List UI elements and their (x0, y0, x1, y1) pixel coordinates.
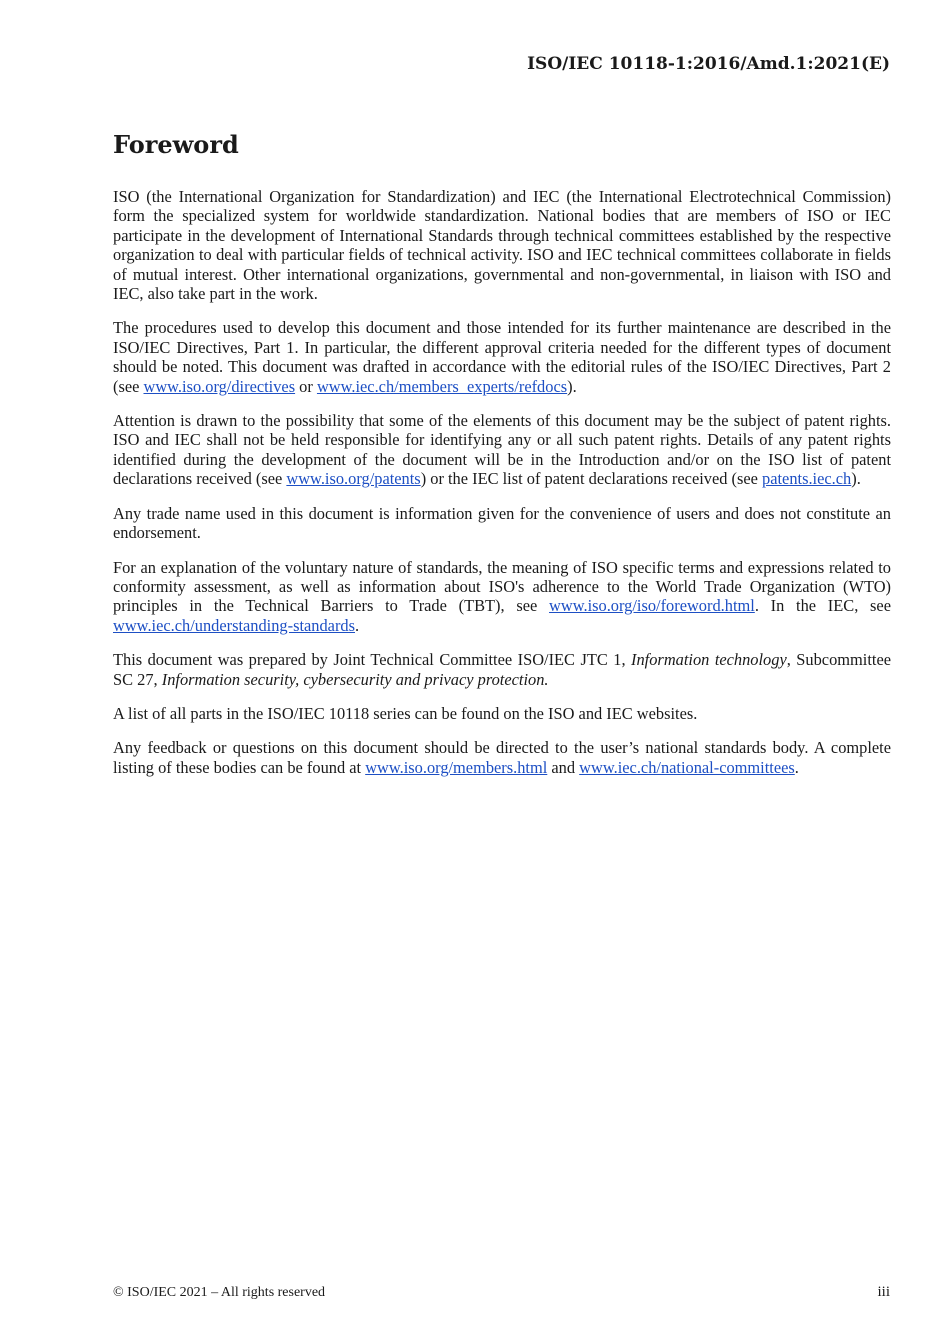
link-iso-members[interactable]: www.iso.org/members.html (365, 757, 548, 777)
paragraph-text: ). (851, 469, 861, 489)
paragraph-text: The procedures used to develop this document and those intended for its further maintenance are described in the ISO/IEC Directives, Part 1. In particular, the different approval criteria needed for the different types of document should be noted. This document was drafted in accordance with the editorial rules of the ISO/IEC Directives, Part 2 (see (113, 318, 891, 396)
paragraph-text: Attention is drawn to the possibility that some of the elements of this document may be the subject of patent rights. ISO and IEC shall not be held responsible for identifying any or all such patent rights. Details of any patent rights identified during the development of the document will be in the Introduction and/or on the ISO list of patent declarations received (see (113, 411, 891, 489)
paragraph-text: . (794, 757, 799, 777)
paragraph-committee (113, 650, 891, 689)
paragraph-text: ) or the IEC list of patent declarations received (see (420, 469, 763, 489)
committee-name: Information technology (631, 650, 787, 670)
paragraph-text: ISO (the International Organization for Standardization) and IEC (the International Electrotechnical Commission) form the specialized system for worldwide standardization. National bodies that are members of ISO or IEC participate in the development of International Standards through technical committees established by the respective organization to deal with particular fields of technical activity. ISO and IEC technical committees collaborate in fields of mutual interest. Other international organizations, governmental and non-governmental, in liaison with ISO and IEC, also take part in the work. (113, 187, 891, 304)
link-iso-directives[interactable]: www.iso.org/directives (143, 376, 296, 396)
document-id-header: ISO/IEC 10118-1:2016/Amd.1:2021(E) (527, 54, 890, 74)
page-title: Foreword (113, 130, 239, 159)
link-iec-national-committees[interactable]: www.iec.ch/national-committees (579, 757, 795, 777)
paragraph-text: Any feedback or questions on this document should be directed to the user’s national standards body. A complete listing of these bodies can be found at (113, 738, 891, 777)
paragraph-text: ). (567, 376, 577, 396)
paragraph-text: Any trade name used in this document is information given for the convenience of users and does not constitute an endorsement. (113, 503, 891, 543)
copyright-notice: © ISO/IEC 2021 – All rights reserved (113, 1285, 326, 1300)
page-number: iii (877, 1284, 890, 1300)
paragraph-feedback (113, 738, 891, 777)
paragraph-series-list (113, 704, 891, 723)
link-iec-refdocs[interactable]: www.iec.ch/members_experts/refdocs (316, 376, 568, 396)
paragraph-text: . In the IEC, see (754, 596, 891, 616)
link-iso-foreword[interactable]: www.iso.org/iso/foreword.html (549, 596, 755, 616)
paragraph-text: For an explanation of the voluntary nature of standards, the meaning of ISO specific terms and expressions related to conformity assessment, as well as information about ISO's adherence to the World Trade Organization (WTO) principles in the Technical Barriers to Trade (TBT), see (113, 557, 891, 616)
paragraph-text: A list of all parts in the ISO/IEC 10118 series can be found on the ISO and IEC websites. (113, 703, 698, 723)
paragraph-text: and (547, 757, 580, 777)
foreword-body (113, 187, 891, 792)
link-iso-patents[interactable]: www.iso.org/patents (286, 469, 421, 489)
link-iec-understanding-standards[interactable]: www.iec.ch/understanding-standards (113, 615, 355, 635)
paragraph-patents (113, 411, 891, 489)
paragraph-text: . (355, 615, 360, 635)
paragraph-text: , Subcommittee SC 27, (113, 650, 891, 689)
paragraph-organizations (113, 187, 891, 303)
paragraph-voluntary-nature (113, 558, 891, 636)
paragraph-text: or (295, 376, 317, 396)
link-iec-patents[interactable]: patents.iec.ch (762, 469, 852, 489)
paragraph-procedures (113, 318, 891, 396)
paragraph-text: This document was prepared by Joint Technical Committee ISO/IEC JTC 1, (113, 650, 632, 670)
subcommittee-name: Information security, cybersecurity and privacy protection. (161, 669, 549, 689)
paragraph-trade-names (113, 504, 891, 543)
